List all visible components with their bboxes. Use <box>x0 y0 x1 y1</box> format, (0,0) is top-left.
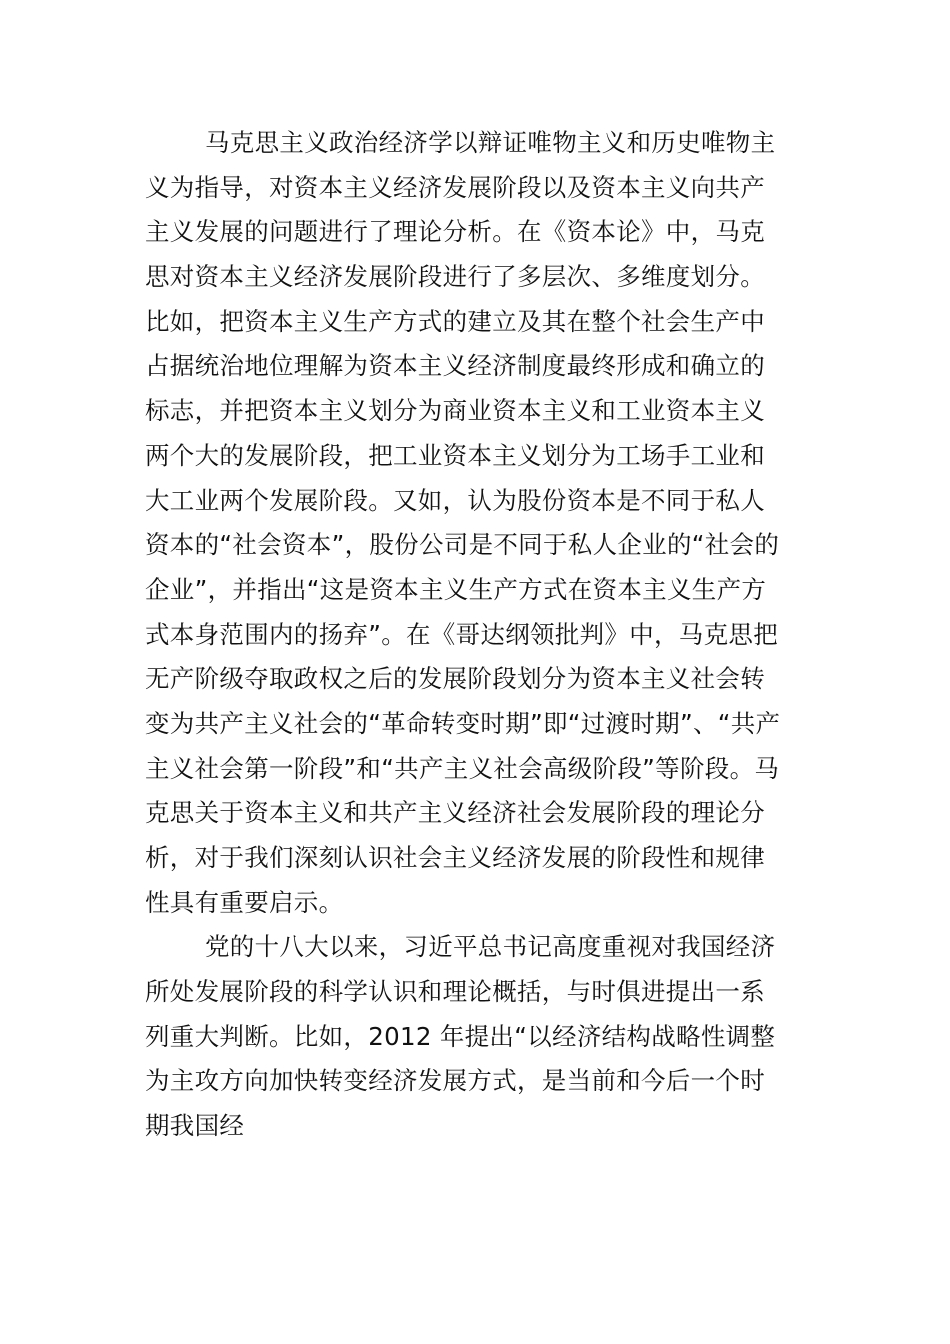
text-line: 克思关于资本主义和共产主义经济社会发展阶段的理论分 <box>145 798 765 828</box>
text-line: 性具有重要启示。 <box>145 887 344 917</box>
text-line: 两个大的发展阶段，把工业资本主义划分为工场手工业和 <box>145 440 765 470</box>
text-line: 义为指导，对资本主义经济发展阶段以及资本主义向共产 <box>145 172 765 202</box>
text-line: 马克思主义政治经济学以辩证唯物主义和历史唯物主 <box>205 128 776 157</box>
text-line: 变为共产主义社会的“革命转变时期”即“过渡时期”、“共产 <box>145 708 781 738</box>
paragraph-1 <box>145 121 810 925</box>
text-line: 列重大判断。比如，2012 年提出“以经济结构战略性调整 <box>145 1021 776 1051</box>
text-line: 标志，并把资本主义划分为商业资本主义和工业资本主义 <box>145 396 765 426</box>
text-line: 式本身范围内的扬弃”。在《哥达纲领批判》中，马克思把 <box>145 619 778 649</box>
text-line: 比如，把资本主义生产方式的建立及其在整个社会生产中 <box>145 306 765 336</box>
text-line: 所处发展阶段的科学认识和理论概括，与时俱进提出一系 <box>145 977 765 1007</box>
text-line: 企业”，并指出“这是资本主义生产方式在资本主义生产方 <box>145 574 767 604</box>
text-line: 占据统治地位理解为资本主义经济制度最终形成和确立的 <box>145 351 765 381</box>
text-line: 期我国经 <box>145 1111 245 1141</box>
text-line: 大工业两个发展阶段。又如，认为股份资本是不同于私人 <box>145 485 765 515</box>
text-line: 主义社会第一阶段”和“共产主义社会高级阶段”等阶段。马 <box>145 753 780 783</box>
text-line: 无产阶级夺取政权之后的发展阶段划分为资本主义社会转 <box>145 664 765 694</box>
text-line: 资本的“社会资本”，股份公司是不同于私人企业的“社会的 <box>145 530 780 560</box>
text-line: 为主攻方向加快转变经济发展方式，是当前和今后一个时 <box>145 1066 765 1096</box>
text-line: 主义发展的问题进行了理论分析。在《资本论》中，马克 <box>145 217 765 247</box>
document-body <box>145 121 810 1149</box>
text-line: 党的十八大以来，习近平总书记高度重视对我国经济 <box>205 932 776 962</box>
paragraph-2 <box>145 925 810 1148</box>
text-line: 思对资本主义经济发展阶段进行了多层次、多维度划分。 <box>145 262 765 292</box>
text-line: 析，对于我们深刻认识社会主义经济发展的阶段性和规律 <box>145 843 765 872</box>
